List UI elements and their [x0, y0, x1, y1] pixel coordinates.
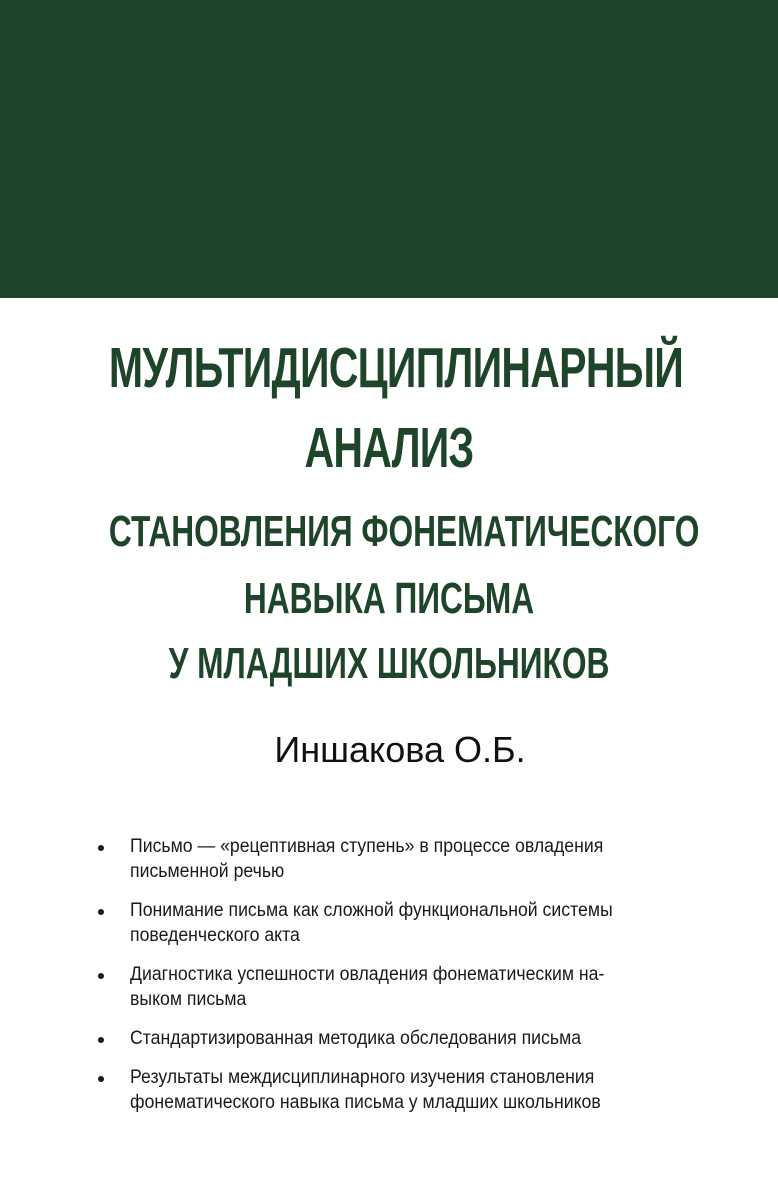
bullet-dot-icon — [98, 1076, 104, 1082]
title-line-2: АНАЛИЗ — [304, 416, 474, 480]
bullet-dot-icon — [98, 1037, 104, 1043]
bullet-item — [96, 898, 716, 948]
bullet-dot-icon — [98, 845, 104, 851]
title-line-5: У МЛАДШИХ ШКОЛЬНИКОВ — [168, 639, 610, 688]
bullet-dot-icon — [98, 909, 104, 915]
top-color-band — [0, 0, 778, 298]
bullet-item — [96, 1026, 716, 1051]
bullet-text: Стандартизированная методика обследования письма — [130, 1028, 582, 1049]
bullet-text: Понимание письма как сложной функциональной системы поведенческого акта — [130, 900, 613, 946]
title-line-3: СТАНОВЛЕНИЯ ФОНЕМАТИЧЕСКОГО — [108, 507, 700, 556]
bullet-text: Диагностика успешности овладения фонематическим на- выком письма — [130, 964, 605, 1010]
bullet-dot-icon — [98, 973, 104, 979]
bullet-item — [96, 1065, 716, 1115]
bullet-item — [96, 962, 716, 1012]
bullet-item — [96, 834, 716, 884]
title-line-4: НАВЫКА ПИСЬМА — [243, 574, 535, 623]
bullet-list — [96, 834, 716, 1129]
author-name: Иншакова О.Б. — [274, 729, 526, 770]
bullet-text: Результаты междисциплинарного изучения становления фонематического навыка письма у младших школьников — [130, 1067, 601, 1113]
bullet-text: Письмо — «рецептивная ступень» в процессе овладения письменной речью — [130, 836, 604, 882]
title-line-1: МУЛЬТИДИСЦИПЛИНАРНЫЙ — [108, 336, 683, 400]
